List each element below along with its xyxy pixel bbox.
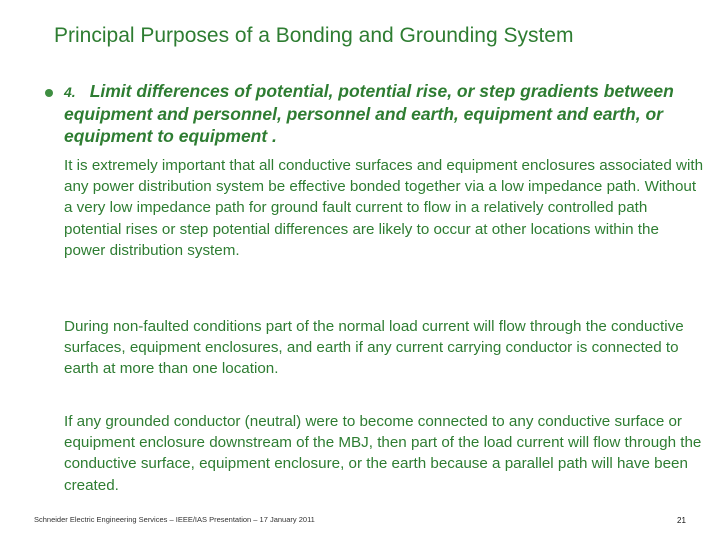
slide-title: Principal Purposes of a Bonding and Grounding System xyxy=(54,24,574,47)
page-number: 21 xyxy=(677,516,686,525)
bullet-heading xyxy=(64,80,694,147)
bullet-heading-text: Limit differences of potential, potential rise, or step gradients between equipment and personnel, personnel and earth, equipment and earth, or equipment to equipment . xyxy=(64,81,674,146)
paragraph-bonding-importance: It is extremely important that all conductive surfaces and equipment enclosures associated with any power distribution system be effective bonded together via a low impedance path. Without a very low impedance path for ground fault current to flow in a relatively controlled path potential rises or step potential differences are likely to occur at other locations within the power distribution system. xyxy=(64,157,704,259)
paragraph-non-faulted-conditions: During non-faulted conditions part of the normal load current will flow through the conductive surfaces, equipment enclosures, and earth if any current carrying conductor is connected to earth at more than one location. xyxy=(64,318,684,378)
paragraph-grounded-conductor: If any grounded conductor (neutral) were to become connected to any conductive surface or equipment enclosure downstream of the MBJ, then part of the load current will flow through the conductive surface, equipment enclosure, or the earth because a parallel path will have been created. xyxy=(64,413,702,494)
bullet-dot-icon xyxy=(45,89,53,97)
footer-text: Schneider Electric Engineering Services – IEEE/IAS Presentation – 17 January 2011 xyxy=(34,515,315,524)
bullet-number: 4. xyxy=(64,84,76,100)
